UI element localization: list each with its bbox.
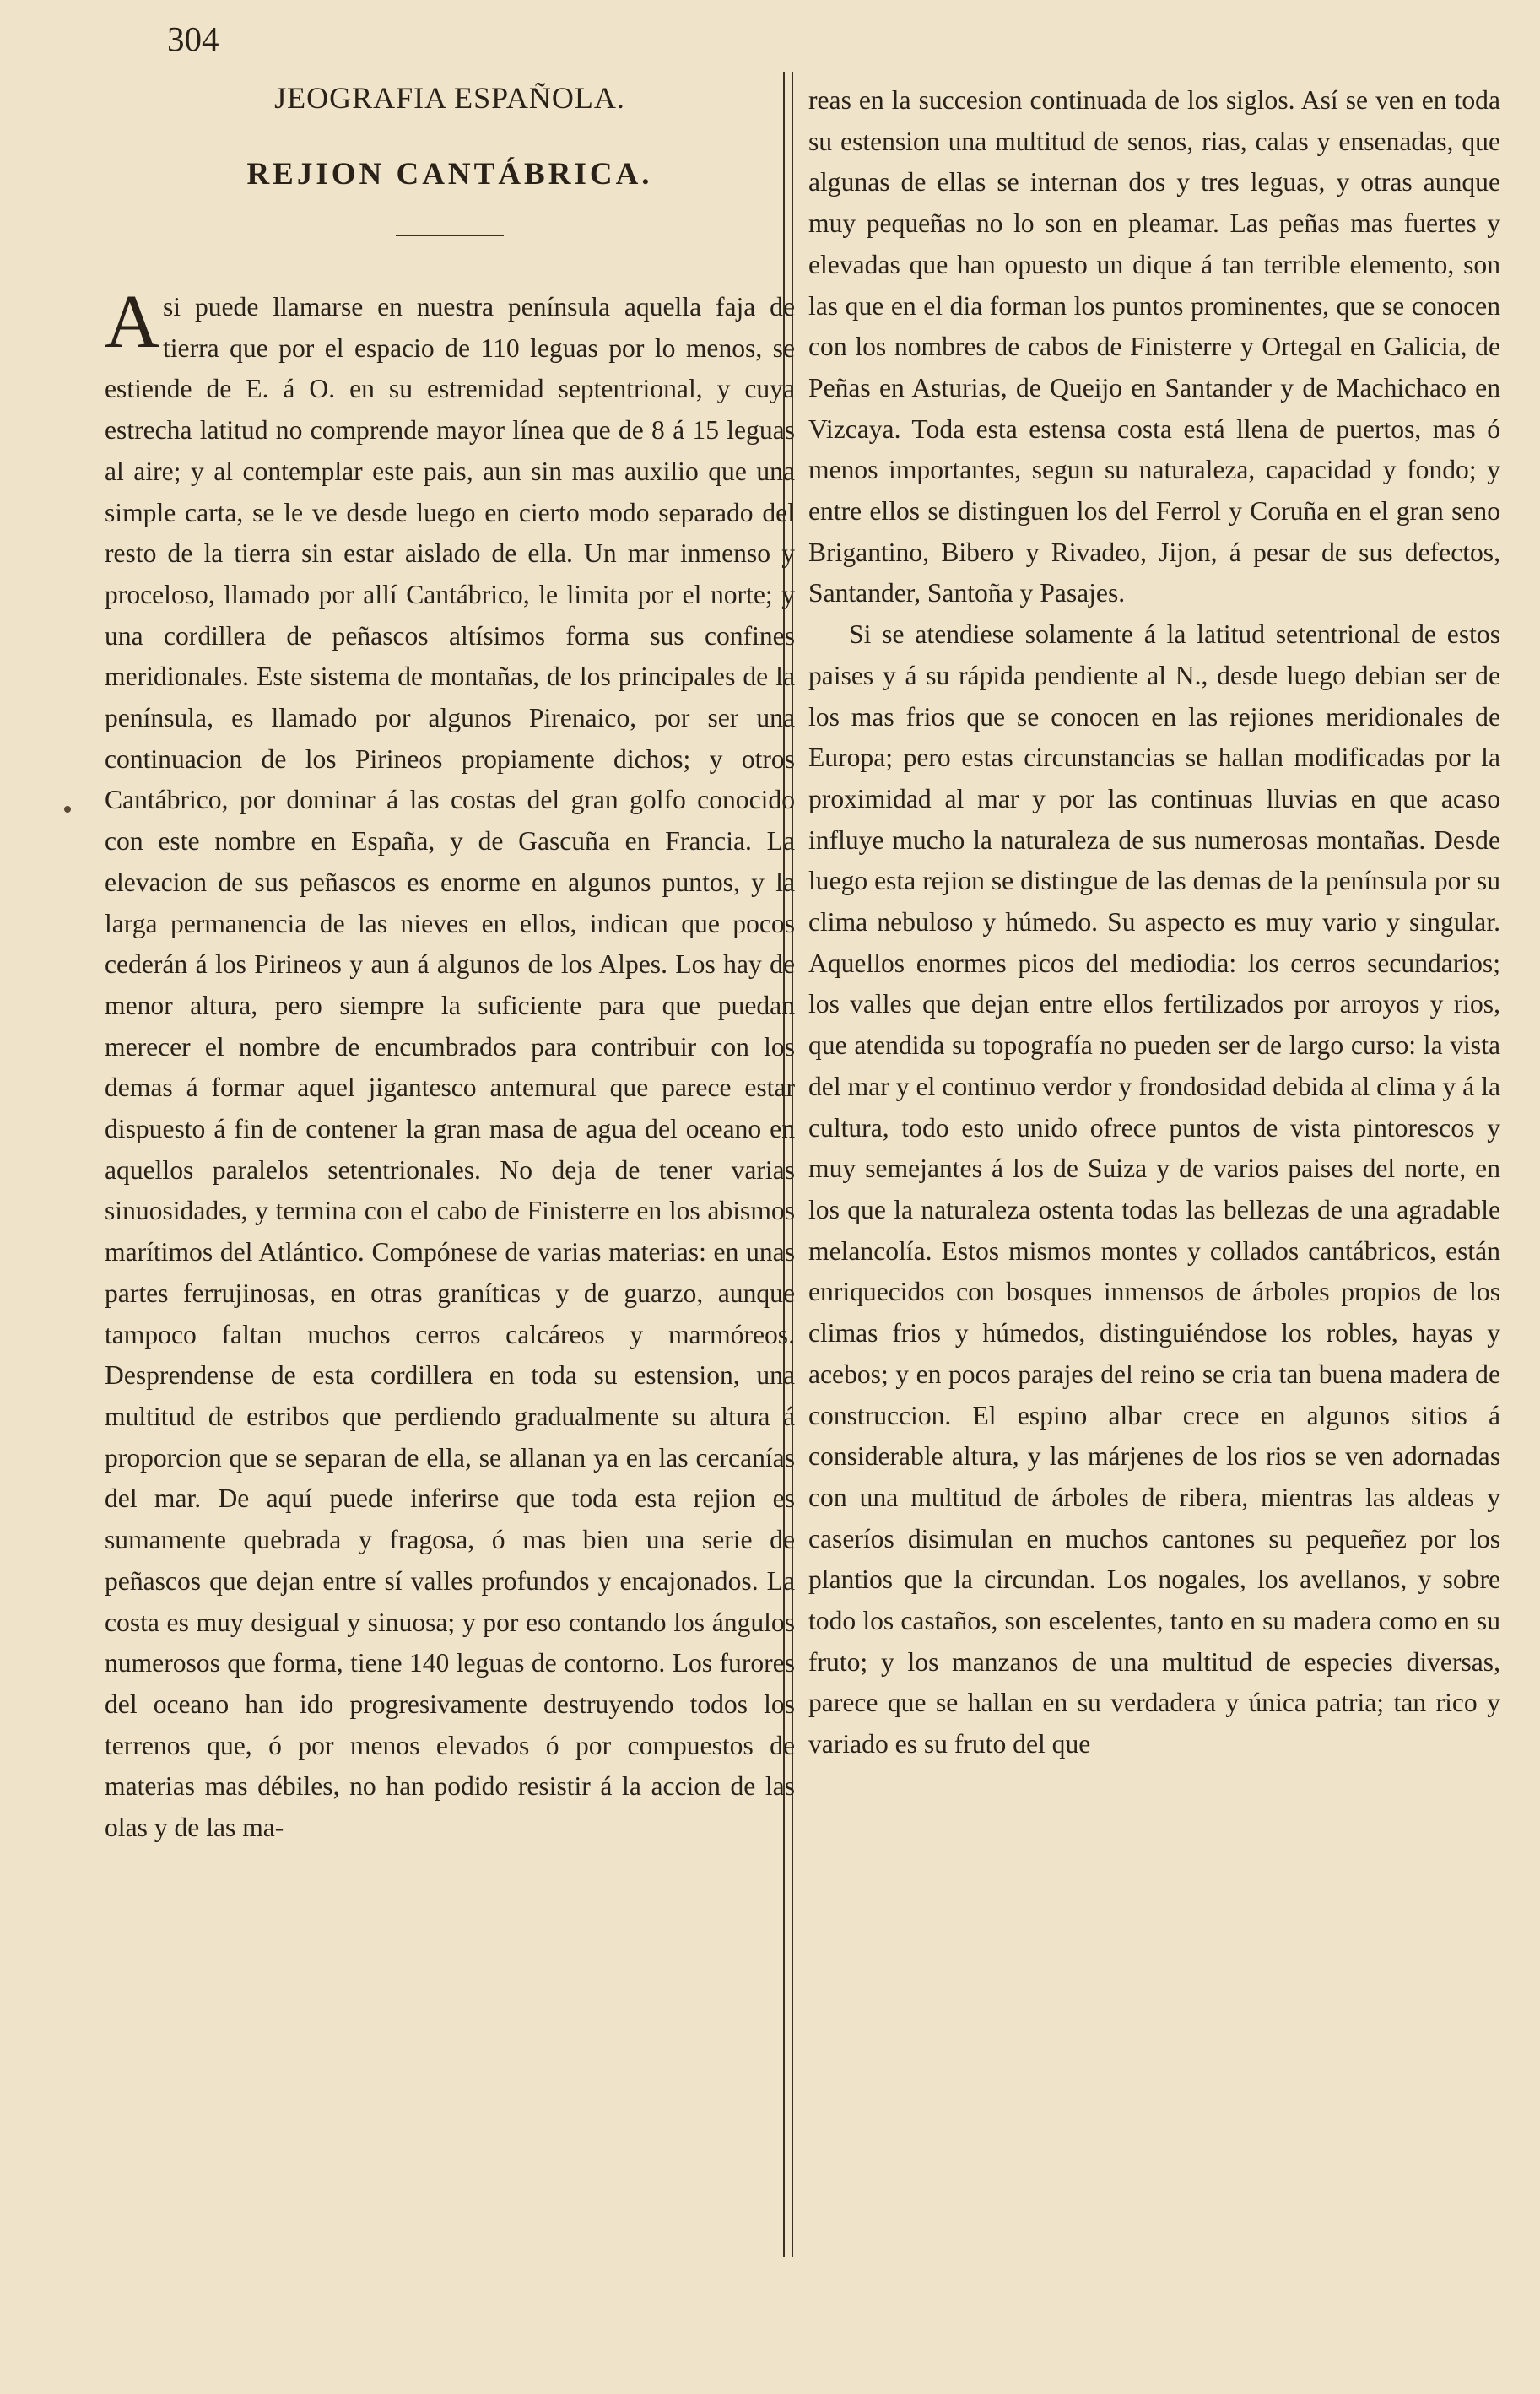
right-paragraph-1: reas en la succesion continuada de los siglos. Así se ven en toda su estension una multitud de senos, rias, calas y ensenadas, que algunas de ellas se internan dos y tres leguas, y otras aunque muy pequeñas no lo son en pleamar. Las peñas mas fuertes y elevadas que han opuesto un dique á tan terrible elemento, son las que en el dia forman los puntos prominentes, que se conocen con los nombres de cabos de Finisterre y Ortegal en Galicia, de Peñas en Asturias, de Queijo en Santander y de Machichaco en Vizcaya. Toda esta estensa costa está llena de puertos, mas ó menos importantes, segun su naturaleza, capacidad y fondo; y entre ellos se distinguen los del Ferrol y Coruña en el gran seno Brigantino, Bibero y Rivadeo, Jijon, á pesar de sus defectos, Santander, Santoña y Pasajes.	[808, 85, 1500, 608]
title-rule	[396, 235, 504, 236]
drop-cap: A	[105, 280, 159, 364]
left-paragraph-text: si puede llamarse en nuestra península aquella faja de tierra que por el espacio de 110 leguas por lo menos, se estiende de E. á O. en su estremidad septentrional, y cuya estrecha latitud no comprende mayor línea que de 8 á 15 leguas al aire; y al contemplar este pais, aun sin mas auxilio que una simple carta, se le ve desde luego en cierto modo separado del resto de la tierra sin estar aislado de ella. Un mar inmenso y proceloso, llamado por allí Cantábrico, le limita por el norte; y una cordillera de peñascos altísimos forma sus confines meridionales. Este sistema de montañas, de los principales de la península, es llamado por algunos Pirenaico, por ser una continuacion de los Pirineos propiamente dichos; y otros Cantábrico, por dominar á las costas del gran golfo conocido con este nombre en España, y de Gascuña en Francia. La elevacion de sus peñascos es enorme en algunos puntos, y la larga permanencia de las nieves en ellos, indican que pocos cederán á los Pirineos y aun á algunos de los Alpes. Los hay de menor altura, pero siempre la suficiente para que puedan merecer el nombre de encumbrados para contribuir con los demas á formar aquel jigantesco antemural que parece estar dispuesto á fin de contener la gran masa de agua del oceano en aquellos paralelos setentrionales. No deja de tener varias sinuosidades, y termina con el cabo de Finisterre en los abismos marítimos del Atlántico. Compónese de varias materias: en unas partes ferrujinosas, en otras graníticas y de guarzo, aunque tampoco faltan muchos cerros calcáreos y marmóreos. Desprendense de esta cordillera en toda su estension, una multitud de estribos que perdiendo gradualmente su altura á proporcion que se separan de ella, se allanan ya en las cercanías del mar. De aquí puede inferirse que toda esta rejion es sumamente quebrada y fragosa, ó mas bien una serie de peñascos que dejan entre sí valles profundos y encajonados. La costa es muy desigual y sinuosa; y por eso contando los ángulos numerosos que forma, tiene 140 leguas de contorno. Los furores del oceano han ido progresivamente destruyendo todos los terrenos que, ó por menos elevados ó por compuestos de materias mas débiles, no han podido resistir á la accion de las olas y de las ma-	[105, 292, 795, 1843]
left-paragraph	[105, 280, 795, 1849]
margin-mark	[64, 806, 71, 813]
left-column	[105, 80, 795, 1849]
right-column	[808, 80, 1500, 1765]
page-number: 304	[167, 19, 219, 58]
section-title: REJION CANTÁBRICA.	[246, 157, 653, 192]
right-paragraph-2: Si se atendiese solamente á la latitud setentrional de estos paises y á su rápida pendiente al N., desde luego debian ser de los mas frios que se conocen en las rejiones meridionales de Europa; pero estas circunstancias se hallan modificadas por la proximidad al mar y por las continuas lluvias en que acaso influye mucho la naturaleza de sus numerosas montañas. Desde luego esta rejion se distingue de las demas de la península por su clima nebuloso y húmedo. Su aspecto es muy vario y singular. Aquellos enormes picos del mediodia: los cerros secundarios; los valles que dejan entre ellos fertilizados por arroyos y rios, que atendida su topografía no pueden ser de largo curso: la vista del mar y el continuo verdor y frondosidad debida al clima y á la cultura, todo esto unido ofrece puntos de vista pintorescos y muy semejantes á los de Suiza y de varios paises del norte, en los que la naturaleza ostenta todas las bellezas de una agradable melancolía. Estos mismos montes y collados cantábricos, están enriquecidos con bosques inmensos de árboles propios de los climas frios y húmedos, distinguiéndose los robles, hayas y acebos; y en pocos parajes del reino se cria tan buena madera de construccion. El espino albar crece en algunos sitios á considerable altura, y las márjenes de los rios se ven adornadas con una multitud de árboles de ribera, mientras las aldeas y caseríos disimulan en muchos cantones su pequeñez por los plantios que la circundan. Los nogales, los avellanos, y sobre todo los castaños, son escelentes, tanto en su madera como en su fruto; y los manzanos de una multitud de especies diversas, parece que se hallan en su verdadera y única patria; tan rico y variado es su fruto del que	[808, 619, 1500, 1759]
running-head: JEOGRAFIA ESPAÑOLA.	[274, 81, 625, 115]
